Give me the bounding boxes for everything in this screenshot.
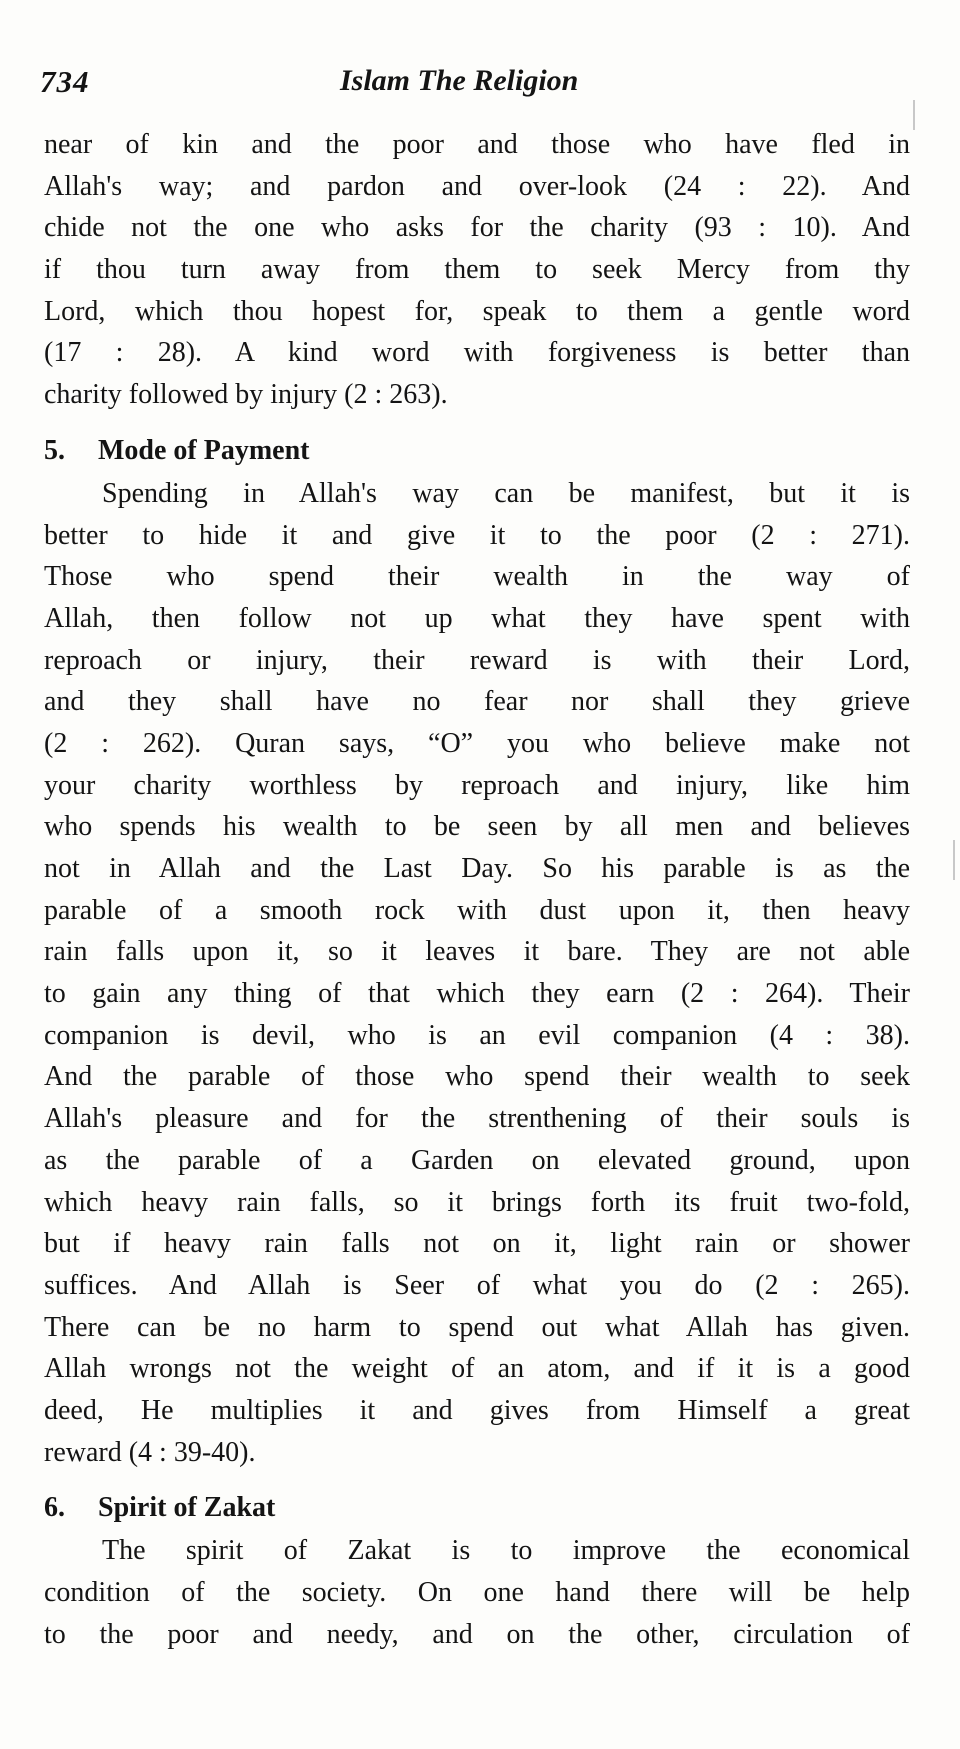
paragraph xyxy=(44,124,910,416)
text-line: (2 : 262). Quran says, “O” you who believe make not xyxy=(44,727,910,759)
running-title: Islam The Religion xyxy=(340,64,579,97)
text-line: your charity worthless by reproach and injury, like him xyxy=(44,769,910,801)
section-number: 6. xyxy=(44,1492,65,1524)
text-line: but if heavy rain falls not on it, light rain or shower xyxy=(44,1228,910,1260)
text-line: not in Allah and the Last Day. So his parable is as the xyxy=(44,853,910,884)
section-heading xyxy=(44,1485,910,1530)
text-line: reproach or injury, their reward is with their Lord, xyxy=(44,644,910,676)
text-line: suffices. And Allah is Seer of what you do (2 : 265). xyxy=(44,1269,910,1301)
text-line: Those who spend their wealth in the way of xyxy=(44,561,910,593)
text-line: if thou turn away from them to seek Mercy from thy xyxy=(44,254,910,286)
text-line: charity followed by injury (2 : 263). xyxy=(44,379,448,411)
paragraph xyxy=(44,473,910,1474)
scan-margin-mark xyxy=(953,840,955,880)
text-line: Lord, which thou hopest for, speak to them a gentle word xyxy=(44,295,910,327)
text-line: And the parable of those who spend their wealth to seek xyxy=(44,1061,910,1093)
text-line: reward (4 : 39-40). xyxy=(44,1436,256,1468)
text-line: There can be no harm to spend out what Allah has given. xyxy=(44,1311,910,1343)
text-line: condition of the society. On one hand there will be help xyxy=(44,1577,910,1608)
text-line: chide not the one who asks for the charity (93 : 10). And xyxy=(44,212,910,244)
text-line: Allah's way; and pardon and over-look (24 : 22). And xyxy=(44,170,910,202)
text-line: rain falls upon it, so it leaves it bare. They are not able xyxy=(44,936,910,968)
text-line: parable of a smooth rock with dust upon it, then heavy xyxy=(44,894,910,926)
text-line: The spirit of Zakat is to improve the economical xyxy=(102,1535,910,1567)
text-line: (17 : 28). A kind word with forgiveness is better than xyxy=(44,337,910,369)
section-title: Mode of Payment xyxy=(98,434,310,466)
paragraph xyxy=(44,1530,910,1655)
section-number: 5. xyxy=(44,434,65,466)
body-text xyxy=(44,124,910,1655)
text-line: and they shall have no fear nor shall they grieve xyxy=(44,686,910,718)
page-number: 734 xyxy=(40,64,90,99)
text-line: better to hide it and give it to the poor (2 : 271). xyxy=(44,519,910,551)
text-line: deed, He multiplies it and gives from Himself a great xyxy=(44,1394,910,1426)
section-title: Spirit of Zakat xyxy=(98,1492,276,1524)
text-line: near of kin and the poor and those who have fled in xyxy=(44,129,910,160)
section-heading xyxy=(44,428,910,473)
text-line: Allah wrongs not the weight of an atom, and if it is a good xyxy=(44,1353,910,1385)
text-line: which heavy rain falls, so it brings forth its fruit two-fold, xyxy=(44,1186,910,1218)
text-line: companion is devil, who is an evil companion (4 : 38). xyxy=(44,1019,910,1051)
text-line: who spends his wealth to be seen by all men and believes xyxy=(44,811,910,843)
text-line: Allah, then follow not up what they have spent with xyxy=(44,602,910,634)
text-line: to the poor and needy, and on the other, circulation of xyxy=(44,1618,910,1650)
text-line: Spending in Allah's way can be manifest, but it is xyxy=(102,477,910,509)
text-line: Allah's pleasure and for the strenthening of their souls is xyxy=(44,1103,910,1135)
page-header xyxy=(40,58,920,108)
text-line: to gain any thing of that which they earn (2 : 264). Their xyxy=(44,978,910,1010)
text-line: as the parable of a Garden on elevated ground, upon xyxy=(44,1144,910,1176)
